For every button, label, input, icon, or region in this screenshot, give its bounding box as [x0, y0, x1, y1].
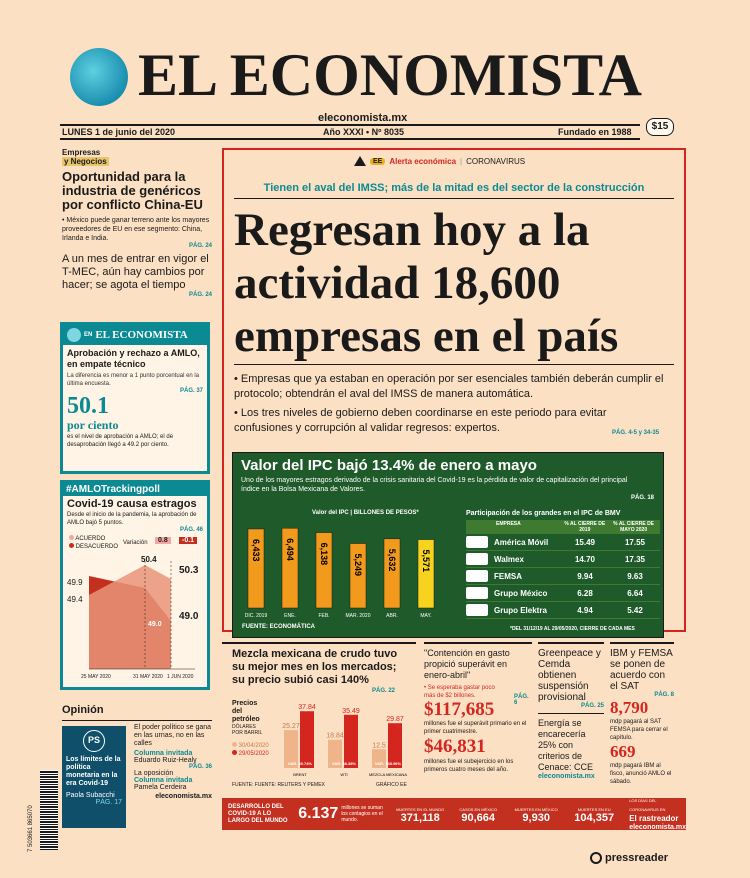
oil-value: 18.84: [326, 732, 344, 740]
variation-label: Variación: [123, 540, 148, 546]
story1-body: • México puede ganar terreno ante los mayores proveedores de EU en ese segmento: China, Irlanda e India.: [62, 217, 210, 242]
tracker-title: El rastreador: [629, 814, 679, 823]
poll-note: es el nivel de aprobación a AMLO; el de desaprobación llegó a 49.2 por ciento.: [67, 434, 174, 448]
poll-en: EN: [84, 332, 93, 338]
oil-category: MEZCLA MEXICANA: [368, 772, 408, 777]
story1-headline[interactable]: Oportunidad para la industria de genéricos por conflicto China-EU: [62, 169, 203, 212]
ibm-big2: 669: [610, 742, 636, 761]
oil-headline[interactable]: Mezcla mexicana de crudo tuvo su mejor mes en los mercados; su precio subió casi 140%: [232, 648, 398, 686]
rev-big2: $46,831: [424, 736, 486, 757]
bmv-val-2019: 4.94: [577, 605, 593, 615]
barcode: [40, 770, 58, 850]
opinion-book-author: Paola Subacchi: [66, 792, 115, 799]
green-headline[interactable]: Greenpeace y Cemda obtienen suspensión provisional: [538, 648, 601, 703]
ipc-category: ABR.: [386, 613, 398, 619]
bmv-company-logo-icon: [466, 587, 488, 599]
oil-legend2-swatch: [232, 750, 237, 755]
tracking-body: Desde el inicio de la pandemia, la aprobación de AMLO bajó 5 puntos.: [67, 512, 197, 526]
track-date-3: 1 JUN 2020: [167, 674, 194, 680]
covid-bar: [222, 798, 686, 830]
oil-category: BRENT: [293, 772, 307, 777]
tracking-headline: Covid-19 causa estragos: [67, 498, 197, 510]
main-kicker: Tienen el aval del IMSS; más de la mitad es del sector de la construcción: [263, 182, 645, 194]
legend-disapprove: DESACUERDO: [75, 544, 119, 550]
masthead-issue: Año XXXI • Nº 8035: [323, 127, 404, 137]
bmv-row: [466, 585, 660, 602]
covid-label: DESARROLLO DEL COVID-19 A LO LARGO DEL MUNDO: [228, 803, 288, 824]
bmv-company: Walmex: [494, 554, 524, 564]
tracking-tag: #AMLOTrackingpoll: [63, 483, 207, 496]
oil-legend2: 29/05/2020: [238, 751, 269, 757]
poll-headline[interactable]: Aprobación y rechazo a AMLO, en empate técnico: [67, 348, 200, 369]
bmv-row: [466, 534, 660, 551]
opinion-item2[interactable]: La oposición: [134, 770, 174, 777]
bmv-val-2019: 6.28: [577, 588, 593, 598]
bmv-company: Grupo México: [494, 588, 548, 598]
bmv-footnote: *DEL 31/12/19 AL 29/05/2020, CIERRE DE CADA MES: [510, 626, 635, 632]
section-tag-2: y Negocios: [64, 157, 107, 166]
ipc-bar-label: 5,632: [387, 548, 397, 572]
main-bullet-ref: PÁG. 4-5 y 34-35: [612, 430, 660, 436]
bmv-val-2019: 15.49: [574, 537, 596, 547]
ipc-category: DIC. 2019: [244, 613, 268, 619]
bmv-company: Grupo Elektra: [494, 605, 547, 615]
track-date-1: 25 MAY 2020: [81, 674, 111, 680]
oil-value: 25.27: [282, 723, 300, 731]
ipc-chart-title: Valor del IPC | BILLONES DE PESOS*: [312, 510, 419, 516]
ipc-title: Valor del IPC bajó 13.4% de enero a mayo: [241, 457, 537, 474]
alert-label: Alerta económica: [389, 156, 457, 166]
oil-bar: [300, 711, 314, 768]
masthead-logo-icon: [70, 48, 128, 106]
masthead-url[interactable]: eleconomista.mx: [318, 112, 408, 124]
oil-legend1: 30/04/2020: [238, 743, 269, 749]
bmv-row: [466, 551, 660, 568]
masthead-date: LUNES 1 de junio del 2020: [62, 127, 176, 137]
bmv-company: FEMSA: [494, 571, 522, 581]
oil-category: WTI: [340, 772, 348, 777]
track-date-2: 31 MAY 2020: [133, 674, 163, 680]
barcode-number: 7 503661 865070: [28, 805, 34, 852]
covid-stat-label: MUERTES EN EL MUNDO: [396, 807, 445, 812]
ibm-headline[interactable]: IBM y FEMSA se ponen de acuerdo con el SAT: [610, 648, 673, 692]
poll-box: [60, 322, 210, 474]
bmv-company-logo-icon: [466, 553, 488, 565]
ibm-note1: mdp pagará al SAT FEMSA para cerrar el capítulo.: [610, 719, 668, 741]
bmv-title: Participación de los grandes en el IPC de BMV: [466, 510, 621, 517]
pressreader-icon: [590, 852, 602, 864]
ipc-bar-label: 6,433: [251, 538, 261, 562]
alert-topic: CORONAVIRUS: [466, 156, 526, 166]
covid-stat: [507, 805, 565, 823]
tracker-site[interactable]: eleconomista.mx: [629, 824, 686, 831]
bmv-company: América Móvil: [494, 537, 549, 547]
ipc-bar-label: 5,571: [421, 549, 431, 573]
main-bullet1: • Empresas que ya estaban en operación por ser esenciales también deberán cumplir el protocolo; obtendrán el aval del IMSS de manera automática.: [234, 373, 664, 400]
track-val-1: 49.9: [67, 578, 83, 587]
opinion-book-ref: PÁG. 17: [95, 799, 122, 806]
oil-source: FUENTE: FUENTE: REUTERS Y PEMEX: [232, 782, 325, 788]
covid-stat: [391, 805, 449, 823]
rev-body1: • Se esperaba gastar poco más de $2 billones.: [424, 685, 495, 699]
tracker-label: LOS DÍAS DEL CORONAVIRUS EN: [629, 798, 666, 812]
oil-variation: VAR. 49.74%: [288, 761, 312, 766]
ipc-category: MAY.: [420, 613, 432, 619]
track-val-4: 49.0: [148, 621, 162, 628]
ps-logo-icon: PS: [83, 730, 105, 752]
opinion-book[interactable]: [62, 726, 126, 828]
rev-ref: PÁG. 6: [514, 694, 529, 706]
bmv-row: [466, 602, 660, 619]
variation-pos: 0.8: [155, 537, 171, 544]
pressreader-label: pressreader: [605, 852, 668, 864]
opinion-col1-label: Columna invitada: [134, 750, 193, 757]
main-headline-line1: Regresan hoy a la: [234, 204, 590, 256]
story2-headline[interactable]: A un mes de entrar en vigor el T-MEC, aún hay cambios por hacer; se agota el tiempo: [62, 253, 209, 291]
variation-neg: -0.1: [179, 537, 197, 544]
ipc-category: ENE.: [284, 613, 296, 619]
ipc-chart: [238, 516, 450, 624]
masthead-title: EL ECONOMISTA: [138, 42, 642, 108]
bmv-company-logo-icon: [466, 570, 488, 582]
bmv-val-2019: 14.70: [574, 554, 596, 564]
legend-disapprove-swatch: [69, 543, 74, 548]
bmv-val-2020: 9.63: [627, 571, 643, 581]
opinion-item1[interactable]: El poder político se gana en las urnas, no en las calles: [134, 724, 212, 747]
ipc-bar-label: 6,138: [319, 542, 329, 566]
bmv-col3: % AL CIERRE DE MAYO 2020: [613, 521, 655, 533]
ipc-ref: PÁG. 18: [631, 495, 655, 501]
poll-ref: PÁG. 37: [179, 388, 203, 394]
ee-logo-icon: EE: [370, 158, 385, 165]
energy-site[interactable]: eleconomista.mx: [538, 773, 595, 780]
oil-variation: VAR. 138.96%: [374, 761, 402, 766]
opinion-site[interactable]: eleconomista.mx: [155, 793, 212, 800]
oil-legend1-swatch: [232, 742, 237, 747]
covid-total: 6.137: [298, 805, 339, 822]
main-headline[interactable]: [234, 204, 684, 363]
opinion-col1-author: Eduardo Ruiz-Healy: [134, 757, 197, 764]
green-ref: PÁG. 25: [580, 703, 604, 709]
main-headline-line2: actividad 18,600: [234, 257, 561, 309]
bmv-company-logo-icon: [466, 604, 488, 616]
covid-stat: [449, 805, 507, 823]
oil-chart-unit: DÓLARES POR BARRIL: [232, 724, 263, 736]
legend-approve-swatch: [69, 535, 74, 540]
story2-ref: PÁG. 24: [188, 292, 212, 298]
poll-big-number: 50.1: [67, 393, 109, 419]
oil-variation: VAR. 88.38%: [332, 761, 356, 766]
story1-ref: PÁG. 24: [188, 243, 212, 249]
track-val-2: 49.4: [67, 595, 83, 604]
oil-ref: PÁG. 22: [372, 688, 396, 694]
ibm-big1: 8,790: [610, 698, 649, 717]
bmv-company-logo-icon: [466, 536, 488, 548]
covid-stat-value: 90,664: [461, 812, 496, 824]
rev-big1: $117,685: [424, 699, 495, 720]
warning-icon: [354, 156, 366, 166]
opinion-col2-label: Columna invitada: [134, 777, 193, 784]
rev-quote[interactable]: "Contención en gasto propició superávit en enero-abril": [424, 648, 510, 680]
tracking-ref: PÁG. 46: [179, 527, 203, 533]
ipc-source: FUENTE: ECONOMÁTICA: [242, 624, 315, 630]
bmv-val-2020: 17.35: [624, 554, 646, 564]
rev-big1-note: millones fue el superávit primario en el primer cuatrimestre.: [424, 721, 527, 735]
covid-stat-label: MUERTES EN EU: [577, 807, 611, 812]
covid-total-note: millones se suman los contagios en el mundo.: [341, 805, 383, 823]
covid-stat-value: 371,118: [400, 812, 440, 824]
rev-box: [424, 642, 532, 794]
covid-stat: [565, 805, 623, 823]
price-badge: $15: [646, 118, 674, 136]
bmv-val-2019: 9.94: [577, 571, 593, 581]
oil-graphic: GRÁFICO EE: [376, 782, 407, 788]
ibm-ref: PÁG. 8: [654, 692, 674, 698]
ipc-bar-label: 6,494: [285, 538, 295, 561]
alert-bar: EE Alerta económica | CORONAVIRUS: [354, 156, 525, 166]
oil-chart-title: Precios del petróleo: [232, 700, 260, 723]
poll-body: La diferencia es menor a 1 punto porcentual en la última encuesta.: [67, 373, 200, 387]
section-tag: [62, 148, 212, 166]
poll-brand: EL ECONOMISTA: [95, 329, 188, 341]
bmv-val-2020: 5.42: [627, 605, 643, 615]
covid-stat-value: 9,930: [522, 812, 550, 824]
oil-value: 35.49: [342, 707, 360, 715]
oil-value: 12.5: [372, 742, 386, 750]
oil-bar: [344, 715, 358, 768]
track-val-6: 49.0: [179, 611, 199, 622]
bmv-val-2020: 6.64: [627, 588, 643, 598]
track-val-5: 50.3: [179, 565, 199, 576]
track-val-3: 50.4: [141, 555, 157, 564]
oil-value: 29.87: [386, 716, 404, 724]
main-bullet2: • Los tres niveles de gobierno deben coordinarse en este periodo para evitar confusiones y corrupción al validar regresos: expertos.: [234, 407, 607, 434]
bmv-val-2020: 17.55: [624, 537, 646, 547]
tracking-box: [60, 480, 210, 690]
oil-chart: [280, 700, 416, 782]
covid-stat-label: CASOS EN MÉXICO: [459, 807, 497, 812]
energy-body[interactable]: Energía se encarecería 25% con criterios de Cenace: CCE: [538, 718, 594, 772]
poll-brand-logo-icon: [67, 328, 81, 342]
ipc-bar-label: 5,249: [353, 553, 363, 577]
covid-stat-value: 104,357: [574, 812, 615, 824]
ipc-category: FEB.: [318, 613, 330, 619]
main-headline-line3: empresas en el país: [234, 310, 619, 362]
legend-approve: ACUERDO: [75, 536, 106, 542]
ibm-note2: mdp pagará IBM al fisco, anunció AMLO el sábado.: [610, 763, 672, 785]
section-tag-1: Empresas: [62, 148, 101, 157]
masthead-founded: Fundado en 1988: [558, 127, 632, 137]
bmv-col2: % AL CIERRE DE 2019: [564, 521, 606, 533]
ipc-sub: Uno de los mayores estragos derivado de la crisis sanitaria del Covid-19 es la pérdida de valor de capitalización del principal índice en la Bolsa Mexicana de Valores.: [241, 477, 628, 493]
bmv-col1: EMPRESA: [496, 521, 521, 527]
oil-value: 37.84: [298, 704, 316, 712]
opinion-title: Opinión: [62, 704, 104, 716]
pressreader-logo: [590, 852, 668, 864]
poll-big-label: por ciento: [67, 418, 119, 432]
opinion-book-title: Los límites de la política monetaria en la era Covid-19: [66, 756, 121, 787]
opinion-col1-ref: PÁG. 36: [188, 764, 212, 770]
covid-stat-label: MUERTES EN MÉXICO: [514, 807, 558, 812]
opinion-col2-author: Pamela Cerdeira: [134, 784, 187, 791]
bmv-row: [466, 568, 660, 585]
rev-big2-note: millones fue el subejercicio en los primeros cuatro meses del año.: [424, 759, 514, 773]
ipc-category: MAR. 2020: [345, 613, 371, 619]
